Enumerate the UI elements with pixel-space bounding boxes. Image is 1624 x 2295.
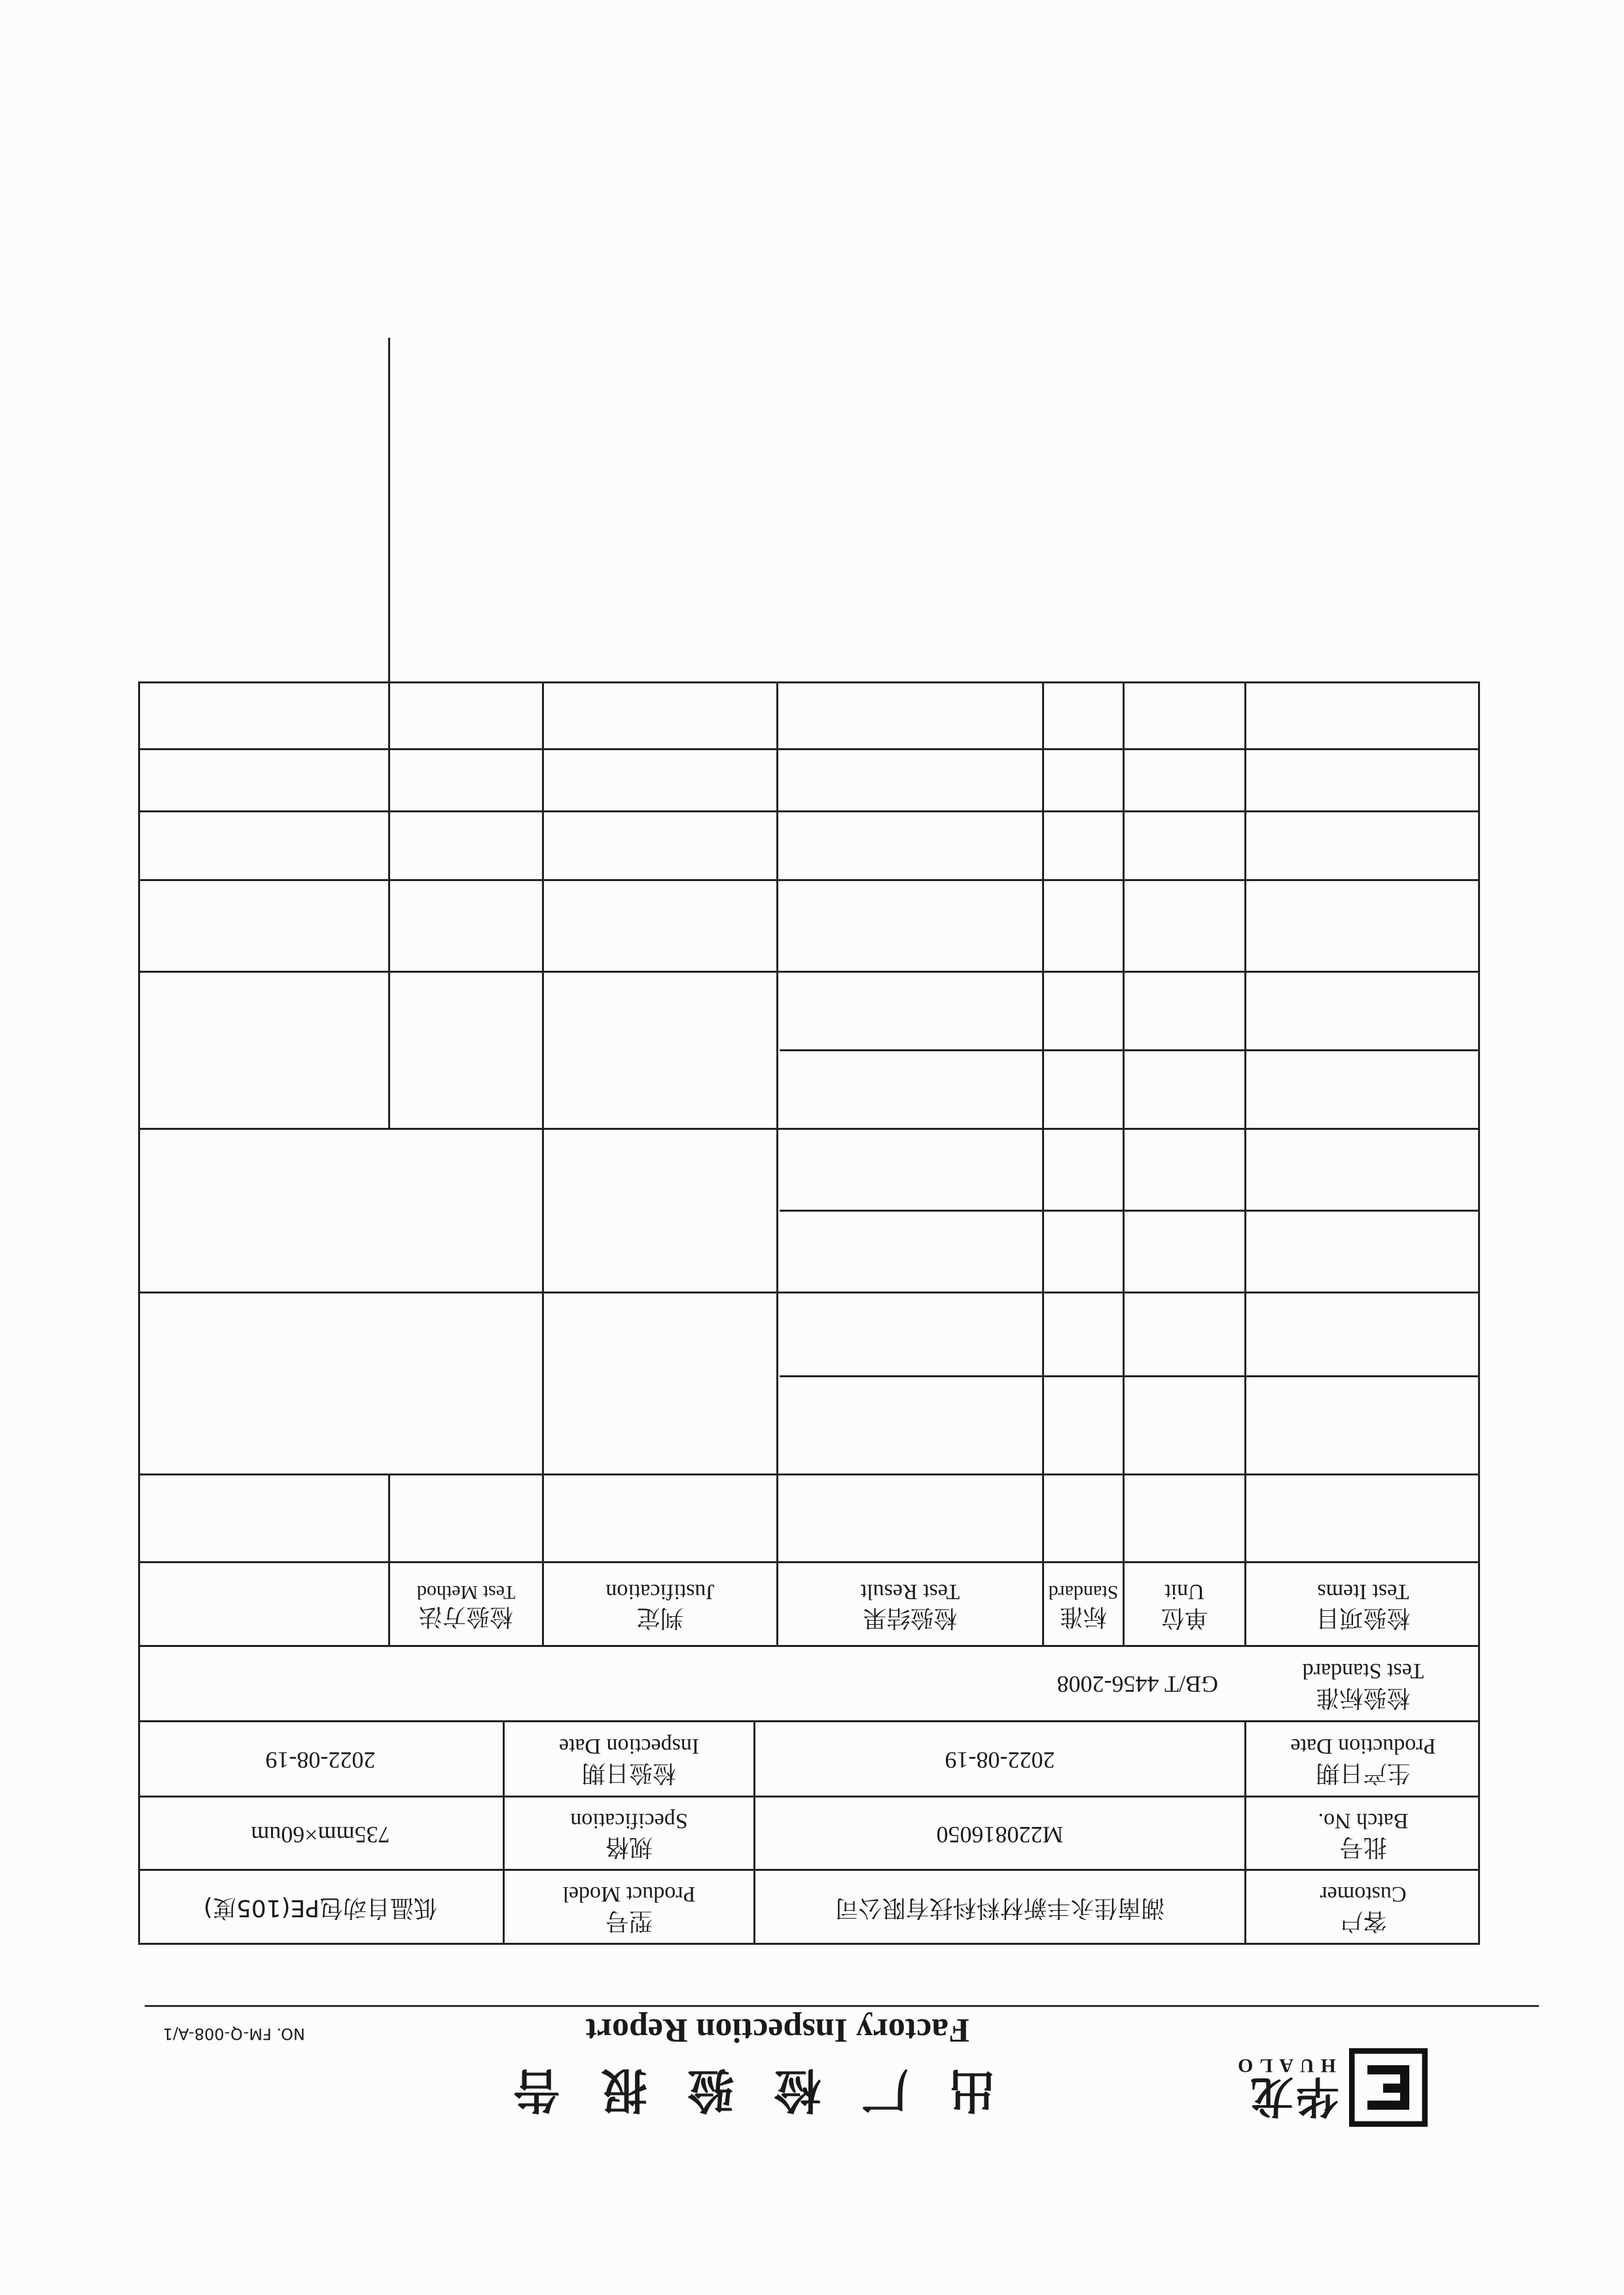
document-number: NO. FM-Q-008-A/1 bbox=[162, 2025, 305, 2043]
col-header-judge: 判定 Justification bbox=[605, 1579, 715, 1632]
col-header-items: 检验项目 Test Items bbox=[1316, 1579, 1411, 1632]
inspection-date-value: 2022-08-19 bbox=[265, 1747, 376, 1774]
col-header-method: 检验方法 Test Method bbox=[416, 1581, 516, 1630]
production-date-label: 生产日期 Production Date bbox=[1290, 1734, 1436, 1786]
production-date-value: 2022-08-19 bbox=[945, 1747, 1055, 1774]
spec-value: 735mm×60um bbox=[251, 1821, 390, 1848]
logo-name-cn: 华龙 bbox=[1248, 2071, 1339, 2122]
report-title-en: Factory Inspection Report bbox=[585, 2012, 969, 2049]
model-value: 低温自动包PE(105度) bbox=[203, 1894, 438, 1922]
company-logo bbox=[1212, 2045, 1428, 2130]
batch-value: M220816050 bbox=[936, 1821, 1064, 1848]
inspection-date-label: 检验日期 Inspection Date bbox=[558, 1734, 700, 1786]
logo-mark-icon bbox=[1349, 2048, 1428, 2127]
customer-value: 湖南佳永丰新材料科技有限公司 bbox=[835, 1894, 1165, 1922]
col-header-result: 检验结果 Test Result bbox=[860, 1579, 960, 1632]
col-header-standard: 标准 Standard bbox=[1048, 1581, 1119, 1630]
header-divider bbox=[145, 2005, 1539, 2007]
test-standard-value: GB/T 4456-2008 bbox=[1056, 1671, 1218, 1697]
spec-label: 规格 Specification bbox=[570, 1808, 688, 1861]
report-title-cn: 出 厂 检 验 报 告 bbox=[501, 2063, 996, 2118]
model-label: 型号 Product Model bbox=[562, 1882, 696, 1934]
batch-label: 批号 Batch No. bbox=[1318, 1808, 1409, 1861]
test-standard-label: 检验标准 Test Standard bbox=[1302, 1659, 1424, 1711]
col-header-unit: 单位 Unit bbox=[1161, 1579, 1208, 1632]
customer-label: 客户 Customer bbox=[1320, 1882, 1407, 1934]
logo-name-en: HUALO bbox=[1231, 2055, 1336, 2076]
